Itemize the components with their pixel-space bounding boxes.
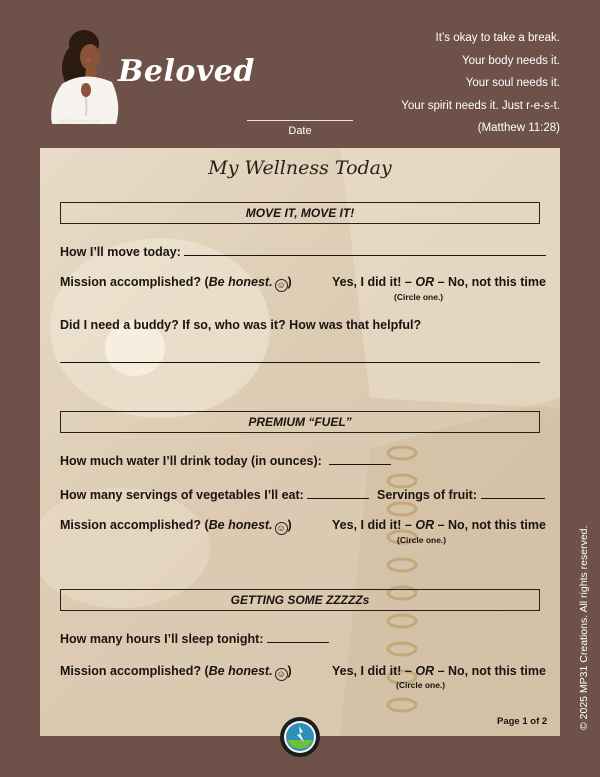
yes-option[interactable]: Yes, I did it! – <box>332 518 416 532</box>
fruit-label: Servings of fruit: <box>377 488 478 502</box>
smiley-icon: ☺ <box>276 669 286 679</box>
circle-one-note: (Circle one.) <box>397 535 447 545</box>
vegetables-field[interactable] <box>307 485 369 499</box>
verse-line: Your spirit needs it. Just r-e-s-t. <box>401 99 560 112</box>
faded-journal-photo-background <box>40 148 560 736</box>
no-option[interactable]: – No, not this time <box>434 664 546 678</box>
mission-row-move <box>60 275 292 292</box>
fruit-field[interactable] <box>481 485 545 499</box>
copyright-notice: © 2025 MP31 Creations. All rights reserved. <box>578 525 590 730</box>
verse-line: Your soul needs it. <box>465 77 560 89</box>
how-move-field[interactable] <box>184 242 546 256</box>
water-label: How much water I’ll drink today (in ounces): <box>60 454 322 468</box>
sleep-row <box>60 629 329 646</box>
paren: ) <box>287 275 292 289</box>
or-text: OR <box>415 275 435 289</box>
water-field[interactable] <box>329 451 391 465</box>
how-move-label: How I’ll move today: <box>60 245 181 259</box>
smiley-icon: ☺ <box>276 280 286 290</box>
brand-badge-icon <box>279 716 321 758</box>
verse-line: Your body needs it. <box>461 54 560 67</box>
vegetables-row <box>60 485 369 502</box>
no-option[interactable]: – No, not this time <box>434 518 546 532</box>
no-option[interactable]: – No, not this time <box>434 275 546 289</box>
logo-wordmark: Beloved <box>118 54 255 89</box>
or-text: OR <box>415 664 435 678</box>
header <box>0 0 600 148</box>
date-label: Date <box>288 125 312 137</box>
yes-option[interactable]: Yes, I did it! – <box>332 664 416 678</box>
date-line[interactable] <box>247 120 353 121</box>
verse-line: It’s okay to take a break. <box>435 32 560 44</box>
mission-row-sleep <box>60 664 292 681</box>
buddy-question: Did I need a buddy? If so, who was it? How was that helpful? <box>60 318 422 332</box>
mission-row-fuel <box>60 518 292 535</box>
section-heading-sleep: GETTING SOME ZZZZZs <box>60 589 540 611</box>
yes-no-choice-sleep[interactable] <box>332 664 546 678</box>
paren: ) <box>287 664 292 678</box>
circle-one-note: (Circle one.) <box>396 680 446 690</box>
be-honest-text: Be honest. <box>208 518 273 532</box>
logo-caption: mp31creations.com <box>58 119 102 125</box>
sleep-label: How many hours I’ll sleep tonight: <box>60 632 264 646</box>
woman-illustration-logo <box>46 24 122 132</box>
or-text: OR <box>415 518 435 532</box>
water-row <box>60 451 391 468</box>
yes-no-choice-fuel[interactable] <box>332 518 546 532</box>
mission-label: Mission accomplished? ( <box>60 518 209 532</box>
mission-label: Mission accomplished? ( <box>60 275 209 289</box>
page-title: My Wellness Today <box>208 157 392 179</box>
verse-reference: (Matthew 11:28) <box>477 122 560 134</box>
sleep-field[interactable] <box>267 629 329 643</box>
worksheet-card <box>40 148 560 736</box>
how-move-row <box>60 242 546 259</box>
yes-option[interactable]: Yes, I did it! – <box>332 275 416 289</box>
section-heading-fuel: PREMIUM “FUEL” <box>60 411 540 433</box>
fruit-row <box>377 485 545 502</box>
smiley-icon: ☺ <box>276 523 286 533</box>
page-number: Page 1 of 2 <box>497 716 548 727</box>
be-honest-text: Be honest. <box>208 664 273 678</box>
yes-no-choice-move[interactable] <box>332 275 546 289</box>
encouragement-verse <box>401 27 560 140</box>
circle-one-note: (Circle one.) <box>394 292 444 302</box>
be-honest-text: Be honest. <box>208 275 273 289</box>
vegetables-label: How many servings of vegetables I’ll eat: <box>60 488 304 502</box>
buddy-answer-line[interactable] <box>60 362 540 363</box>
mission-label: Mission accomplished? ( <box>60 664 209 678</box>
section-heading-move: MOVE IT, MOVE IT! <box>60 202 540 224</box>
paren: ) <box>287 518 292 532</box>
